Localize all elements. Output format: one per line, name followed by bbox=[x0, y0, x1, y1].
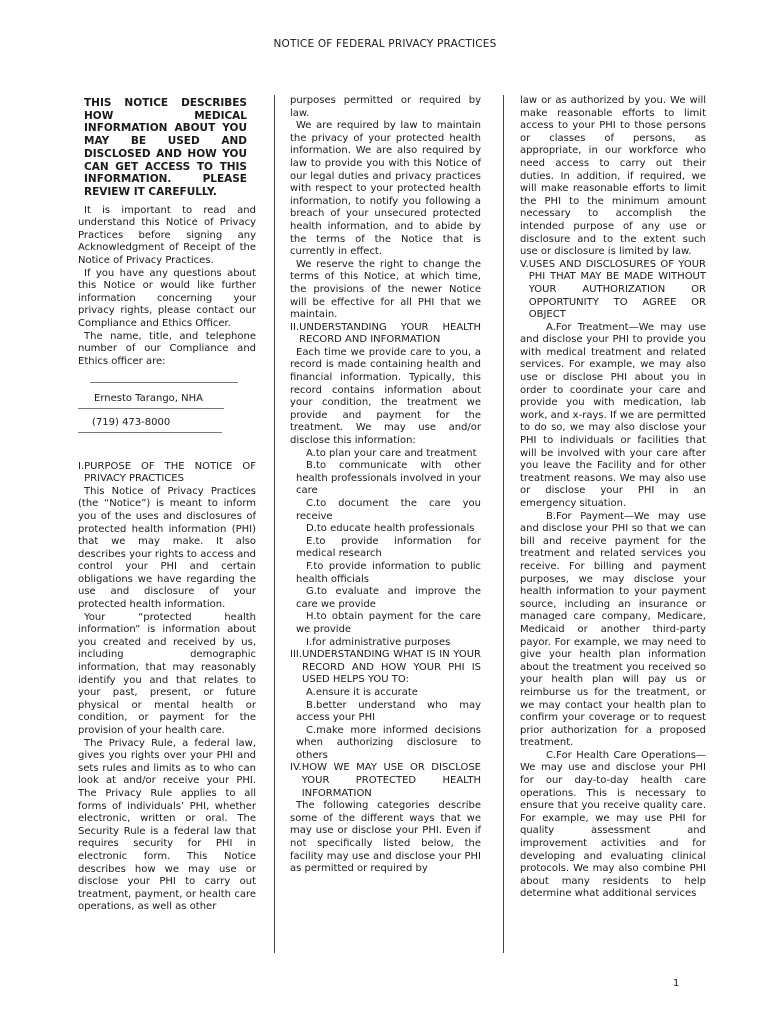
section-3-title: UNDERSTANDING WHAT IS IN YOUR RECORD AND HOW YOUR PHI IS USED HELPS YOU TO: bbox=[302, 649, 481, 686]
list-item: A.ensure it is accurate bbox=[306, 686, 418, 698]
list-item: B.better understand who may access your PHI bbox=[296, 699, 481, 724]
section-1-number: I. bbox=[78, 460, 85, 472]
intro-paragraph: It is important to read and understand this Notice of Privacy Practices before signing any Acknowledgment of Receipt of the Notice of Privacy Practices. bbox=[78, 204, 256, 266]
list-item: I.for administrative purposes bbox=[306, 636, 451, 648]
section-2-heading bbox=[290, 322, 481, 347]
reserve-right-paragraph: We reserve the right to change the terms of this Notice, at which time, the provisions of the newer Notice will be effective for all PHI that we maintain. bbox=[290, 258, 481, 321]
section-3-heading bbox=[290, 649, 481, 687]
list-item: E.to provide information for medical research bbox=[296, 535, 481, 560]
column-divider-left bbox=[274, 95, 275, 953]
continued-paragraph: law or as authorized by you. We will make reasonable efforts to limit access to your PHI to those persons or classes of persons, as appropriate, in our workforce who need access to carry out their duties. In addition, if required, we will make reasonable efforts to limit the PHI to the minimum amount necessary to accomplish the intended purpose of any use or disclosure and to the extent such use or disclosure is limited by law. bbox=[520, 95, 706, 258]
section-4-heading bbox=[290, 762, 481, 800]
column-3 bbox=[520, 95, 706, 901]
column-divider-right bbox=[503, 95, 504, 953]
section-1-title: PURPOSE OF THE NOTICE OF PRIVACY PRACTICES bbox=[84, 460, 256, 485]
list-item: A.to plan your care and treatment bbox=[306, 447, 477, 459]
section-4-paragraph: The following categories describe some of the different ways that we may use or disclose your PHI. Even if not specifically listed below, the facility may use and disclose your PHI as permitted or required by bbox=[290, 800, 481, 875]
section-4-title: HOW WE MAY USE OR DISCLOSE YOUR PROTECTED HEALTH INFORMATION bbox=[301, 762, 481, 799]
officer-phone: (719) 473-8000 bbox=[78, 417, 222, 433]
list-item: H.to obtain payment for the care we provide bbox=[296, 611, 481, 635]
section-5-title: USES AND DISCLOSURES OF YOUR PHI THAT MAY BE MADE WITHOUT YOUR AUTHORIZATION OR OPPORTUNITY TO AGREE OR OBJECT bbox=[528, 258, 706, 321]
payment-paragraph: B.For Payment—We may use and disclose your PHI so that we can bill and receive payment for the treatment and related services you receive. For billing and payment purposes, we may disclose your health information to your payment source, including an insurance or managed care company, Medicare, Medicaid or another third-party payor. For example, we may need to give your health plan information about the treatment you received so your health plan will pay us or reimburse us for the treatment, or we may contact your health plan to confirm your coverage or to request prior authorization for a proposed treatment. bbox=[520, 510, 706, 749]
section-1-paragraph-1: This Notice of Privacy Practices (the “Notice”) is meant to inform you of the uses and disclosures of protected health information (PHI) that we may make. It also describes your rights to access and control your PHI and certain obligations we have regarding the use and disclosure of your protected health information. bbox=[78, 485, 256, 611]
section-5-heading bbox=[520, 259, 706, 322]
continued-paragraph: purposes permitted or required by law. bbox=[290, 95, 481, 119]
list-item: B.to communicate with other health professionals involved in your care bbox=[296, 460, 481, 497]
section-4-number: IV. bbox=[290, 762, 302, 774]
list-item: G.to evaluate and improve the care we provide bbox=[296, 586, 481, 610]
questions-paragraph: If you have any questions about this Notice or would like further information concerning your privacy rights, please contact our Compliance and Ethics Officer. bbox=[78, 267, 256, 329]
treatment-paragraph: A.For Treatment—We may use and disclose your PHI to provide you with medical treatment and related services. For example, we may also use or disclose PHI about you in order to coordinate your care and provide you with medication, lab work, and x-rays. If we are permitted to do so, we may also disclose your PHI to individuals or facilities that will be involved with your care after you leave the Facility and for other treatment reasons. We may also use or disclose your PHI in an emergency situation. bbox=[520, 321, 706, 509]
officer-name: Ernesto Tarango, NHA bbox=[78, 393, 224, 409]
section-2-number: II. bbox=[290, 321, 300, 333]
list-item: F.to provide information to public health officials bbox=[296, 560, 481, 585]
operations-paragraph: C.For Health Care Operations—We may use and disclose your PHI for our day-to-day health care operations. This is necessary to ensure that you receive quality care. For example, we may use PHI for quality assessment and improvement activities and for developing and evaluating clinical protocols. We may also combine PHI about many residents to help determine what additional services bbox=[520, 749, 706, 900]
page-number: 1 bbox=[673, 978, 680, 989]
legal-duty-paragraph: We are required by law to maintain the privacy of your protected health information. We are also required by law to provide you with this Notice of our legal duties and privacy practices with respect to your protected health information, to notify you following a breach of your unsecured protected health information, and to abide by the terms of the Notice that is currently in effect. bbox=[290, 120, 481, 258]
section-1-paragraph-2: Your “protected health information” is information about you created and received by us, including demographic information, that may reasonably identify you and that relates to your past, present, or future physical or mental health or condition, or payment for the provision of your health care. bbox=[78, 611, 256, 736]
section-1-paragraph-3: The Privacy Rule, a federal law, gives you rights over your PHI and sets rules and limits as to who can look at and/or receive your PHI. The Privacy Rule applies to all forms of individuals’ PHI, whether electronic, written or oral. The Security Rule is a federal law that requires security for PHI in electronic form. This Notice describes how we may use or disclose your PHI to carry out treatment, payment, or health care operations, as well as other bbox=[78, 737, 256, 913]
page-header: NOTICE OF FEDERAL PRIVACY PRACTICES bbox=[273, 38, 497, 50]
column-2 bbox=[290, 95, 481, 876]
column-1 bbox=[78, 97, 256, 914]
officer-intro-paragraph: The name, title, and telephone number of our Compliance and Ethics officer are: bbox=[78, 330, 256, 367]
list-item: D.to educate health professionals bbox=[306, 523, 475, 535]
notice-heading: THIS NOTICE DESCRIBES HOW MEDICAL INFORMATION ABOUT YOU MAY BE USED AND DISCLOSED AND HOW YOU CAN GET ACCESS TO THIS INFORMATION. PLEASE REVIEW IT CAREFULLY. bbox=[84, 97, 247, 198]
list-item: C.make more informed decisions when authorizing disclosure to others bbox=[296, 724, 481, 761]
section-3-number: III. bbox=[290, 649, 303, 661]
signature-line bbox=[90, 382, 238, 383]
section-5-number: V. bbox=[520, 258, 529, 270]
section-2-paragraph: Each time we provide care to you, a record is made containing health and financial information. Typically, this record contains information about your condition, the treatment we provide and payment for the treatment. We may use and/or disclose this information: bbox=[290, 346, 481, 447]
section-2-title: UNDERSTANDING YOUR HEALTH RECORD AND INFORMATION bbox=[299, 321, 481, 346]
section-1-heading bbox=[78, 461, 256, 486]
list-item: C.to document the care you receive bbox=[296, 498, 481, 522]
